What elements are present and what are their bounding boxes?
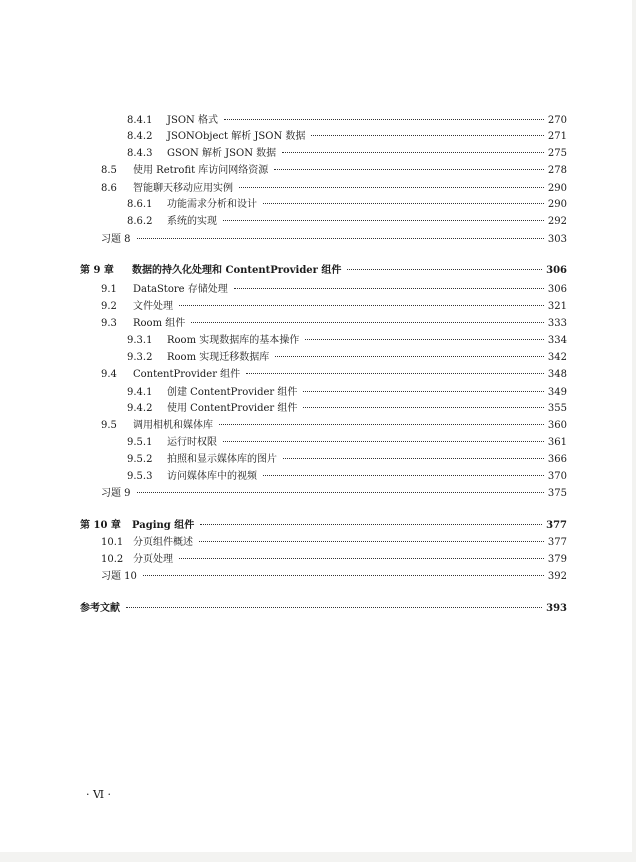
dot-leader <box>137 238 544 239</box>
toc-entry-title: JSONObject 解析 JSON 数据 <box>167 131 306 142</box>
toc-entry <box>0 367 567 383</box>
toc-entry-page: 333 <box>547 318 567 329</box>
toc-entry-page: 278 <box>547 165 567 176</box>
toc-entry-number: 9.5.3 <box>127 471 153 482</box>
dot-leader <box>137 492 544 493</box>
dot-leader <box>234 288 544 289</box>
toc-entry-number: 9.4.1 <box>127 387 153 398</box>
toc-entry-title: 智能聊天移动应用实例 <box>133 183 233 194</box>
toc-entry <box>0 146 567 162</box>
toc-entry-title: JSON 格式 <box>167 115 218 126</box>
toc-entry-page: 377 <box>547 537 567 548</box>
toc-entry-title: 拍照和显示媒体库的图片 <box>167 454 277 465</box>
toc-entry <box>0 518 567 534</box>
toc-entry-number: 8.4.2 <box>127 131 153 142</box>
toc-entry <box>0 181 567 197</box>
toc-entry-number: 9.5 <box>101 420 117 431</box>
toc-entry-title: GSON 解析 JSON 数据 <box>167 148 277 159</box>
toc-entry <box>0 232 567 248</box>
dot-leader <box>223 220 544 221</box>
toc-entry <box>0 535 567 551</box>
dot-leader <box>219 424 544 425</box>
toc-entry-number: 9.3.1 <box>127 335 153 346</box>
dot-leader <box>246 373 544 374</box>
toc-entry-number: 10.1 <box>101 537 124 548</box>
toc-entry <box>0 401 567 417</box>
toc-entry-page: 321 <box>547 301 567 312</box>
dot-leader <box>263 203 544 204</box>
toc-entry <box>0 385 567 401</box>
dot-leader <box>305 339 544 340</box>
dot-leader <box>179 305 544 306</box>
toc-entry-title: Room 实现数据库的基本操作 <box>167 335 300 346</box>
toc-entry-page: 348 <box>547 369 567 380</box>
dot-leader <box>303 391 544 392</box>
toc-entry-title: 功能需求分析和设计 <box>167 199 257 210</box>
toc-entry-title: ContentProvider 组件 <box>133 369 241 380</box>
toc-entry <box>0 299 567 315</box>
toc-entry-number: 8.6.2 <box>127 216 153 227</box>
toc-entry-number: 9.2 <box>101 301 117 312</box>
toc-entry-title: 使用 ContentProvider 组件 <box>167 403 298 414</box>
toc-entry-title: 创建 ContentProvider 组件 <box>167 387 298 398</box>
toc-entry <box>0 197 567 213</box>
toc-entry-page: 393 <box>546 603 567 614</box>
dot-leader <box>275 356 544 357</box>
toc-entry-number: 第 9 章 <box>80 265 114 276</box>
toc-entry-number: 9.4 <box>101 369 117 380</box>
toc-entry-number: 9.3 <box>101 318 117 329</box>
page-number-footer: · Ⅵ · <box>86 788 112 801</box>
toc-entry-number: 8.6.1 <box>127 199 153 210</box>
toc-entry-title: 使用 Retrofit 库访问网络资源 <box>133 165 269 176</box>
toc-entry-title: 分页组件概述 <box>133 537 193 548</box>
toc-entry-page: 366 <box>547 454 567 465</box>
toc-entry-page: 334 <box>547 335 567 346</box>
dot-leader <box>191 322 544 323</box>
toc-entry-number: 8.6 <box>101 183 117 194</box>
dot-leader <box>263 475 544 476</box>
toc-entry <box>0 214 567 230</box>
toc-entry-page: 290 <box>547 199 567 210</box>
toc-entry-number: 8.4.1 <box>127 115 153 126</box>
toc-entry-number: 10.2 <box>101 554 124 565</box>
dot-leader <box>199 541 544 542</box>
toc-entry-title: 运行时权限 <box>167 437 217 448</box>
dot-leader <box>143 575 544 576</box>
toc-entry <box>0 350 567 366</box>
toc-entry-title: 数据的持久化处理和 ContentProvider 组件 <box>132 265 342 276</box>
toc-entry-number: 习题 8 <box>101 234 131 245</box>
toc-entry-page: 271 <box>547 131 567 142</box>
toc-entry-page: 292 <box>547 216 567 227</box>
dot-leader <box>311 135 544 136</box>
dot-leader <box>179 558 544 559</box>
toc-entry-page: 306 <box>546 265 567 276</box>
toc-entry-page: 290 <box>547 183 567 194</box>
toc-entry-title: 调用相机和媒体库 <box>133 420 213 431</box>
toc-entry-number: 9.5.2 <box>127 454 153 465</box>
toc-entry-number: 9.1 <box>101 284 117 295</box>
toc-entry-number: 9.5.1 <box>127 437 153 448</box>
toc-entry-page: 375 <box>547 488 567 499</box>
toc-entry <box>0 263 567 279</box>
toc-entry-title: Paging 组件 <box>132 520 195 531</box>
dot-leader <box>303 407 544 408</box>
toc-entry-page: 342 <box>547 352 567 363</box>
dot-leader <box>239 187 544 188</box>
toc-entry-title: DataStore 存储处理 <box>133 284 228 295</box>
toc-entry-title: 分页处理 <box>133 554 173 565</box>
toc-entry <box>0 601 567 617</box>
toc-entry-number: 9.4.2 <box>127 403 153 414</box>
toc-entry <box>0 333 567 349</box>
dot-leader <box>223 441 544 442</box>
toc-entry-page: 379 <box>547 554 567 565</box>
toc-entry <box>0 163 567 179</box>
toc-entry-title: 系统的实现 <box>167 216 217 227</box>
toc-entry-page: 355 <box>547 403 567 414</box>
dot-leader <box>282 152 544 153</box>
toc-entry-number: 9.3.2 <box>127 352 153 363</box>
toc-entry-page: 360 <box>547 420 567 431</box>
toc-entry <box>0 316 567 332</box>
toc-entry <box>0 435 567 451</box>
toc-entry <box>0 486 567 502</box>
dot-leader <box>200 524 542 525</box>
toc-entry <box>0 552 567 568</box>
dot-leader <box>283 458 544 459</box>
toc-entry-page: 303 <box>547 234 567 245</box>
toc-entry-title: Room 实现迁移数据库 <box>167 352 270 363</box>
toc-entry-number: 习题 9 <box>101 488 131 499</box>
toc-entry <box>0 129 567 145</box>
toc-entry-number: 8.4.3 <box>127 148 153 159</box>
dot-leader <box>126 607 542 608</box>
toc-entry-page: 370 <box>547 471 567 482</box>
dot-leader <box>274 169 544 170</box>
toc-entry <box>0 452 567 468</box>
toc-entry-page: 275 <box>547 148 567 159</box>
toc-entry <box>0 469 567 485</box>
toc-entry-title: 文件处理 <box>133 301 173 312</box>
toc-entry-page: 392 <box>547 571 567 582</box>
dot-leader <box>224 119 544 120</box>
toc-entry <box>0 569 567 585</box>
toc-entry-page: 377 <box>546 520 567 531</box>
toc-entry-title: Room 组件 <box>133 318 186 329</box>
toc-entry-number: 参考文献 <box>80 603 120 614</box>
toc-entry-number: 第 10 章 <box>80 520 121 531</box>
toc-entry-page: 306 <box>547 284 567 295</box>
toc-entry-page: 270 <box>547 115 567 126</box>
toc-entry-title: 访问媒体库中的视频 <box>167 471 257 482</box>
toc-entry <box>0 282 567 298</box>
dot-leader <box>347 269 542 270</box>
toc-entry-number: 8.5 <box>101 165 117 176</box>
toc-entry-number: 习题 10 <box>101 571 137 582</box>
toc-entry-page: 361 <box>547 437 567 448</box>
toc-entry-page: 349 <box>547 387 567 398</box>
toc-entry <box>0 113 567 129</box>
toc-entry <box>0 418 567 434</box>
